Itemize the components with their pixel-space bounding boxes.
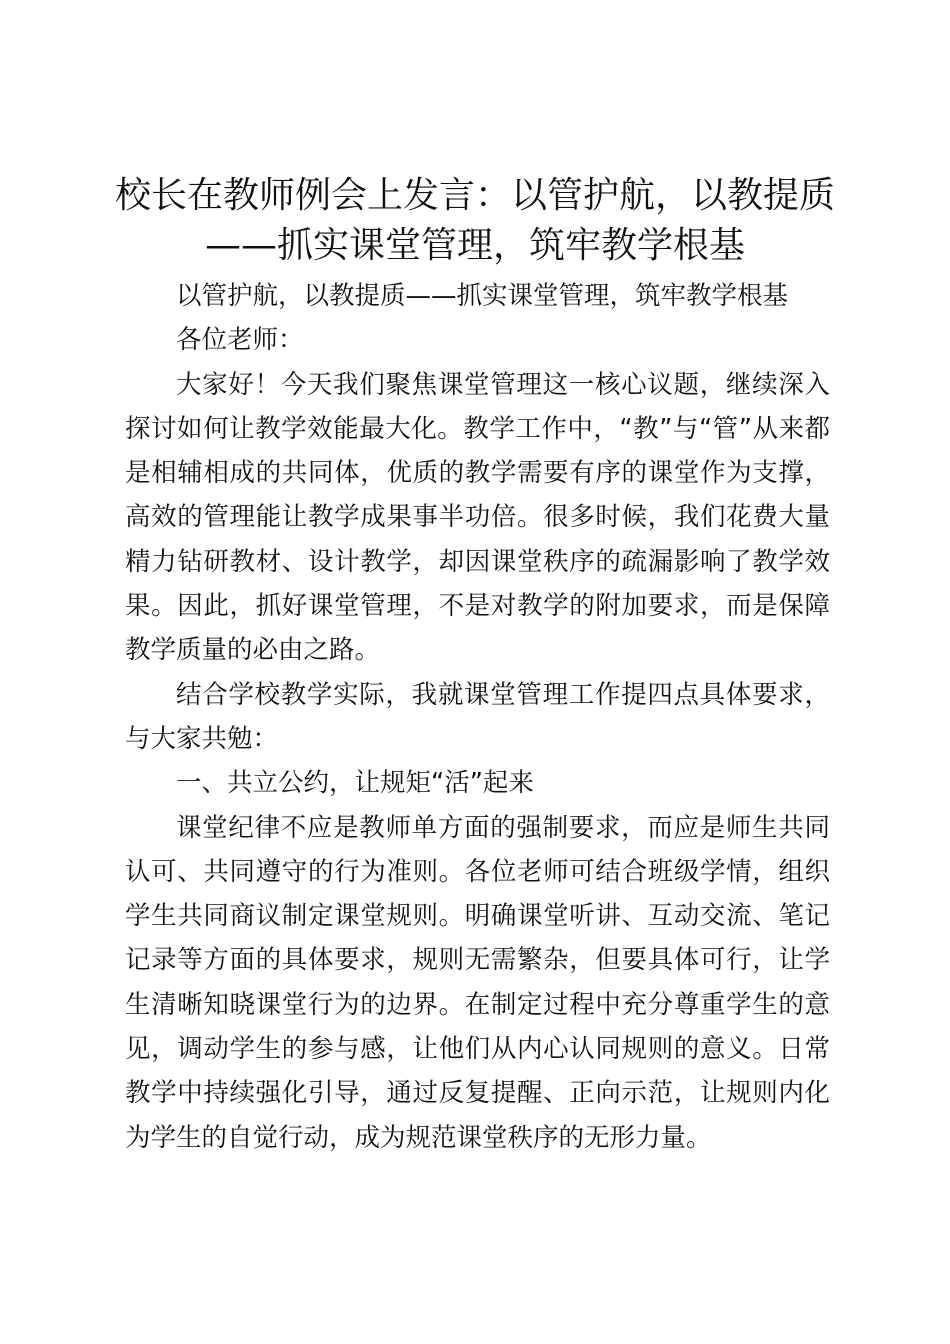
subtitle-paragraph: 以管护航，以教提质——抓实课堂管理，筑牢教学根基 <box>176 281 789 311</box>
opening-paragraph: 大家好！今天我们聚焦课堂管理这一核心议题，继续深入探讨如何让教学效能最大化。教学工作中，“教”与“管”从来都是相辅相成的共同体，优质的教学需要有序的课堂作为支撑，高效的管理能让教学成果事半功倍。很多时候，我们花费大量精力钻研教材、设计教学，却因课堂秩序的疏漏影响了教学效果。因此，抓好课堂管理，不是对教学的附加要求，而是保障教学质量的必由之路。 <box>125 369 830 666</box>
document-title-line-2: ——抓实课堂管理，筑牢教学根基 <box>204 225 745 266</box>
section-heading-1: 一、共立公约，让规矩“活”起来 <box>176 768 534 799</box>
document-body <box>125 274 830 1160</box>
section-1-paragraph: 课堂纪律不应是教师单方面的强制要求，而应是师生共同认可、共同遵守的行为准则。各位老师可结合班级学情，组织学生共同商议制定课堂规则。明确课堂听讲、互动交流、笔记记录等方面的具体要求，规则无需繁杂，但要具体可行，让学生清晰知晓课堂行为的边界。在制定过程中充分尊重学生的意见，调动学生的参与感，让他们从内心认同规则的意义。日常教学中持续强化引导，通过反复提醒、正向示范，让规则内化为学生的自觉行动，成为规范课堂秩序的无形力量。 <box>125 812 830 1153</box>
salutation-paragraph: 各位老师： <box>176 325 304 356</box>
requirements-intro-paragraph: 结合学校教学实际，我就课堂管理工作提四点具体要求，与大家共勉： <box>125 679 830 754</box>
document-title-line-1: 校长在教师例会上发言：以管护航，以教提质 <box>114 175 835 216</box>
